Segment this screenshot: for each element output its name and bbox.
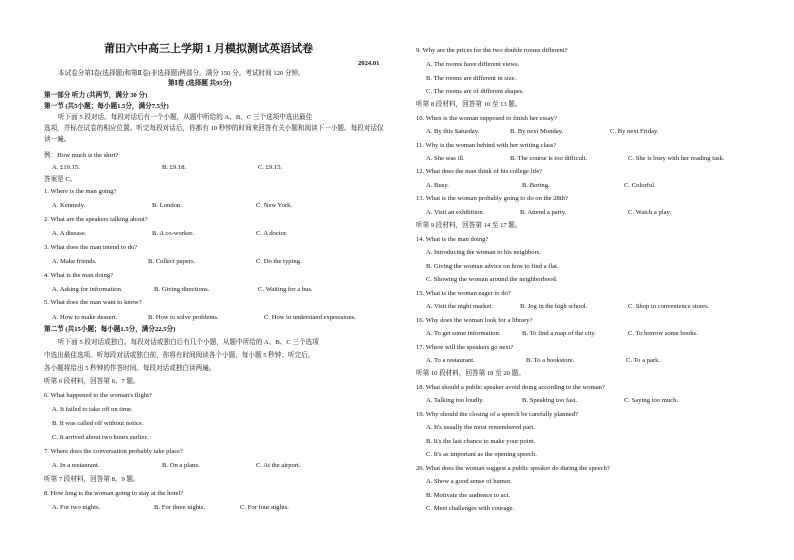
question-19-option-a: A. It's usually the most remembered part.	[426, 424, 535, 431]
question-12-option-a: A. Busy.	[426, 182, 449, 189]
question-1-option-b: B. London.	[152, 202, 182, 209]
question-12: 12. What does the man think of his college life?	[416, 168, 543, 175]
question-6-option-a: A. It failed to take off on time.	[52, 406, 133, 413]
question-8: 8. How long is the woman going to stay at the hotel?	[44, 490, 184, 497]
question-11-option-c: C. She is busy with her reading task.	[628, 155, 725, 162]
section-one-instruction: 读一遍。	[44, 136, 71, 143]
question-7-option-c: C. At the airport.	[256, 462, 301, 469]
section-two-instruction: 各小题将给出 5 秒钟的作答时间。每段对话或独白读两遍。	[44, 365, 216, 372]
section-two-instruction: 听下面 5 段对话或独白。每段对话或独白后有几个小题，从题中所给的 A、B、C 三个选项	[58, 339, 319, 346]
question-18: 18. What should a public speaker avoid doing according to the woman?	[416, 384, 605, 391]
question-2: 2. What are the speakers talking about?	[44, 216, 148, 223]
material-8-note: 听第 8 段材料，回答第 10 至 13 题。	[416, 101, 522, 108]
question-2-option-c: C. A doctor.	[256, 230, 288, 237]
question-13: 13. What is the woman probably going to do on the 28th?	[416, 195, 568, 202]
question-16-option-b: B. To find a map of the city.	[522, 330, 596, 337]
question-10-option-c: C. By next Friday.	[610, 128, 659, 135]
question-15: 15. What is the woman eager to do?	[416, 290, 511, 297]
question-17: 17. Where will the speakers go next?	[416, 344, 514, 351]
question-10-option-a: A. By this Saturday.	[426, 128, 480, 135]
question-14: 14. What is the man doing?	[416, 236, 489, 243]
question-18-option-c: C. Saying too much.	[624, 397, 679, 404]
question-16: 16. Why does the woman look for a library?	[416, 317, 533, 324]
question-4-option-c: C. Waiting for a bus.	[258, 286, 313, 293]
question-18-option-a: A. Talking too loudly.	[426, 397, 484, 404]
question-3-option-a: A. Make friends.	[52, 258, 97, 265]
question-10: 10. When is the woman supposed to finish her essay?	[416, 115, 557, 122]
question-3-option-b: B. Collect papers.	[148, 258, 196, 265]
question-20-option-a: A. Show a good sense of humor.	[426, 478, 512, 485]
exam-date: 2024.01	[358, 60, 380, 67]
question-7: 7. Where does the conversation probably take place?	[44, 448, 184, 455]
question-5: 5. What does the man want to know?	[44, 299, 142, 306]
section-two-heading: 第二节 (共15小题；每小题1.5分，满分22.5分)	[44, 326, 176, 333]
question-8-option-b: B. For three nights.	[154, 504, 206, 511]
question-17-option-a: A. To a restaurant.	[426, 357, 475, 364]
question-17-option-b: B. To a bookstore.	[526, 357, 575, 364]
question-1-option-c: C. New York.	[256, 202, 293, 209]
question-5-option-c: C. How to understand expressions.	[264, 314, 356, 321]
material-9-note: 听第 9 段材料，回答第 14 至 17 题。	[416, 222, 522, 229]
question-12-option-c: C. Colorful.	[624, 182, 656, 189]
question-6-option-c: C. It arrived about two hours earlier.	[52, 434, 148, 441]
question-4-option-a: A. Asking for information.	[52, 286, 123, 293]
question-13-option-c: C. Watch a play.	[628, 209, 672, 216]
question-8-option-a: A. For two nights.	[52, 504, 101, 511]
section-one-heading: 第一节 (共5小题；每小题1.5分，满分7.5分)	[44, 103, 169, 110]
example-option-b: B. £9.18.	[162, 164, 187, 171]
question-20-option-c: C. Meet challenges with courage.	[426, 505, 515, 512]
question-13-option-a: A. Visit an exhibition.	[426, 209, 485, 216]
question-9-option-b: B. The rooms are different in size.	[426, 75, 517, 82]
question-15-option-a: A. Visit the night market.	[426, 303, 493, 310]
question-8-option-c: C. For four nights.	[240, 504, 289, 511]
question-14-option-c: C. Showing the woman around the neighborhood.	[426, 276, 558, 283]
question-9-option-c: C. The rooms are of different shapes.	[426, 88, 524, 95]
question-19-option-c: C. It's as important as the opening speech.	[426, 451, 537, 458]
example-option-a: A. £19.15.	[52, 164, 80, 171]
question-14-option-b: B. Giving the woman advice on how to find a flat.	[426, 263, 559, 270]
question-16-option-c: C. To borrow some books.	[628, 330, 698, 337]
question-6: 6. What happened to the woman's flight?	[44, 392, 152, 399]
question-4-option-b: B. Giving directions.	[154, 286, 210, 293]
example-option-c: C. £9.15.	[258, 164, 283, 171]
question-3: 3. What does the man intend to do?	[44, 244, 138, 251]
question-1-option-a: A. Kennedy.	[52, 202, 86, 209]
question-17-option-c: C. To a park.	[626, 357, 661, 364]
exam-title: 莆田六中高三上学期 1 月模拟测试英语试卷	[104, 43, 313, 55]
question-3-option-c: C. Do the typing.	[256, 258, 302, 265]
exam-intro: 本试卷分第Ⅰ卷(选择题)和第Ⅱ卷(非选择题)两部分。满分 150 分。考试时间 120 分钟。	[58, 70, 305, 77]
question-15-option-b: B. Jog in the high school.	[520, 303, 588, 310]
question-7-option-a: A. In a restaurant.	[52, 462, 100, 469]
question-5-option-b: B. How to solve problems.	[148, 314, 219, 321]
question-13-option-b: B. Attend a party.	[520, 209, 567, 216]
question-20: 20. What does the woman suggest a public speaker do during the speech?	[416, 465, 610, 472]
material-7-note: 听第 7 段材料，回答第 8、9 题。	[44, 476, 140, 483]
part-one-heading: 第一部分 听力 (共两节，满分 30 分)	[44, 92, 148, 99]
section-one-instruction: 听下面 5 段对话。每段对话后有一个小题，从题中所给的 A、B、C 三个选项中选出最佳	[58, 114, 313, 121]
question-7-option-b: B. On a plane.	[162, 462, 200, 469]
question-5-option-a: A. How to make dessert.	[52, 314, 118, 321]
question-2-option-a: A. A disease.	[52, 230, 87, 237]
question-11: 11. Why is the woman behind with her writing class?	[416, 142, 557, 149]
question-18-option-b: B. Speaking too fast.	[522, 397, 578, 404]
question-2-option-b: B. A co-worker.	[152, 230, 194, 237]
volume-one-heading: 第Ⅰ卷 (选择题 共95分)	[168, 80, 232, 87]
question-19: 19. Why should the closing of a speech be carefully planned?	[416, 411, 578, 418]
question-12-option-b: B. Boring.	[522, 182, 550, 189]
question-9: 9. Why are the prices for the two double rooms different?	[416, 47, 568, 54]
question-1: 1. Where is the man going?	[44, 188, 117, 195]
question-19-option-b: B. It's the last chance to make your point.	[426, 438, 536, 445]
question-11-option-a: A. She was ill.	[426, 155, 465, 162]
question-16-option-a: A. To get some information.	[426, 330, 501, 337]
material-6-note: 听第 6 段材料，回答第 6、7 题。	[44, 378, 140, 385]
question-4: 4. What is the man doing?	[44, 272, 114, 279]
question-15-option-c: C. Shop in convenience stores.	[628, 303, 710, 310]
question-14-option-a: A. Introducing the woman to his neighbors.	[426, 249, 542, 256]
question-11-option-b: B. The course is too difficult.	[510, 155, 588, 162]
question-9-option-a: A. The rooms have different views.	[426, 61, 520, 68]
question-20-option-b: B. Motivate the audience to act.	[426, 492, 511, 499]
section-one-instruction: 选项，并标在试卷的相应位置。听完每段对话后，你都有 10 秒钟的时间来回答有关小题和阅读下一小题。每段对话仅	[44, 125, 384, 132]
example-answer: 答案是 C。	[44, 176, 77, 183]
question-10-option-b: B. By next Monday.	[510, 128, 564, 135]
question-6-option-b: B. It was called off without notice.	[52, 420, 144, 427]
example-question: 例：How much is the shirt?	[44, 152, 119, 159]
material-10-note: 听第 10 段材料，回答第 18 至 20 题。	[416, 370, 525, 377]
section-two-instruction: 中选出最佳选项。听每段对话或独白前，你将有时间阅读各个小题，每小题 5 秒钟；听完后，	[44, 352, 315, 359]
